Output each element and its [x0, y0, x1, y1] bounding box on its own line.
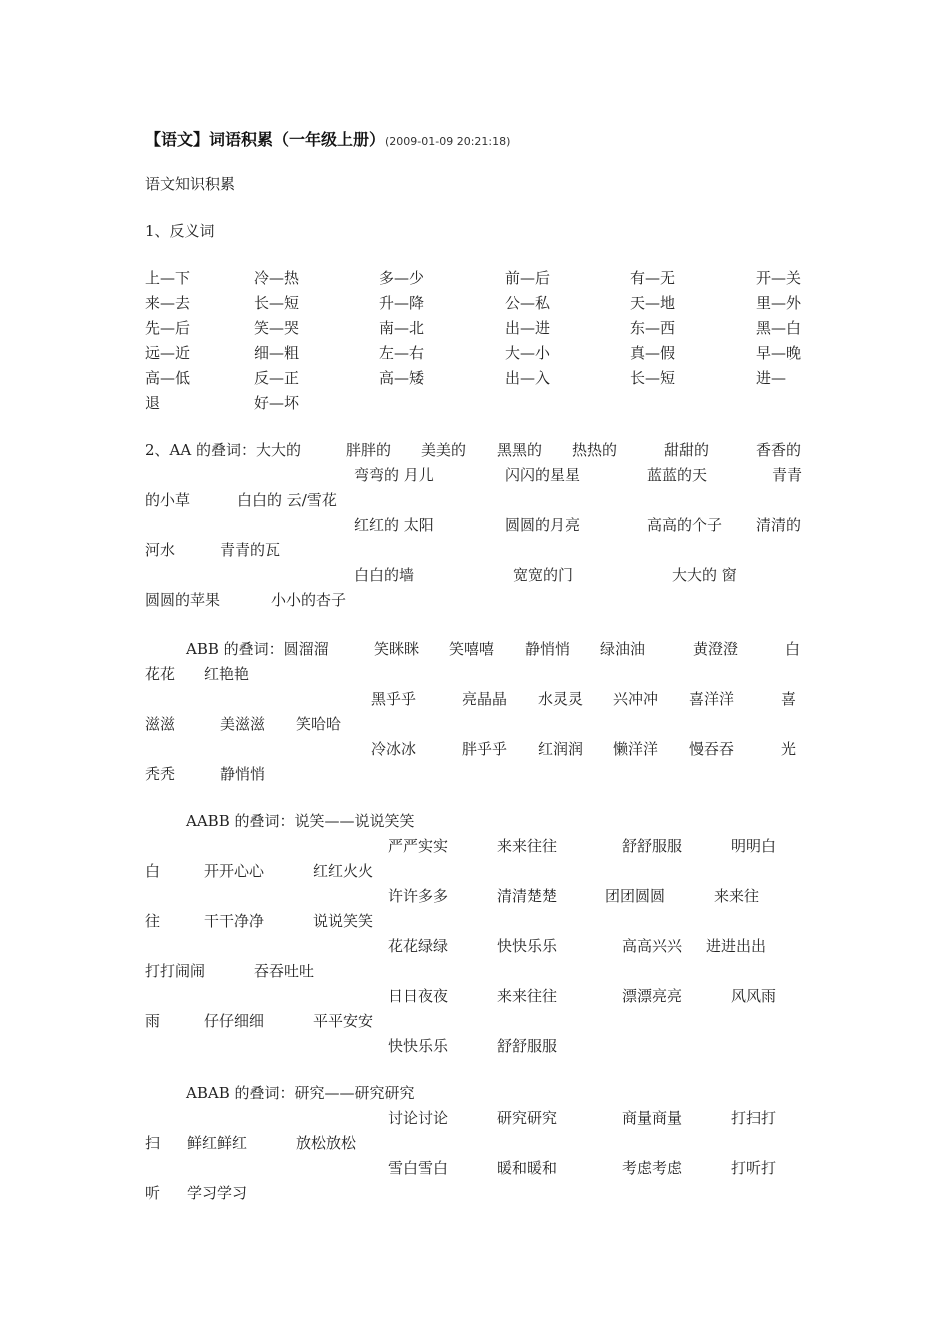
abab-item: 打听打 [731, 1159, 777, 1177]
aabb-item: 往 [145, 912, 161, 930]
aa-item: 的小草 [145, 491, 191, 509]
abb-item: 黑乎乎 [371, 690, 417, 708]
aabb-item: 清清楚楚 [497, 887, 558, 905]
aabb-item: 开开心心 [204, 862, 265, 880]
aabb-item: AABB 的叠词：说笑——说说笑笑 [186, 812, 415, 830]
abb-item: 慢吞吞 [689, 740, 735, 758]
antonym-item: 公—私 [505, 294, 551, 312]
aa-item: 青青 [772, 466, 803, 484]
aa-item: 美美的 [421, 441, 467, 459]
aabb-item: 打打闹闹 [145, 962, 206, 980]
aabb-item: 高高兴兴 [622, 937, 683, 955]
aa-item: 青青的瓦 [220, 541, 281, 559]
aa-item: 白白的墙 [354, 566, 415, 584]
aa-item: 圆圆的月亮 [505, 516, 581, 534]
aa-item: 闪闪的星星 [505, 466, 581, 484]
abb-item: 水灵灵 [538, 690, 584, 708]
abab-item: 商量商量 [622, 1109, 683, 1127]
abab-item: 研究研究 [497, 1109, 558, 1127]
antonym-item: 出—进 [505, 319, 551, 337]
abb-item: 花花 [145, 665, 176, 683]
aa-item: 热热的 [572, 441, 618, 459]
abab-item: 学习学习 [187, 1184, 248, 1202]
aabb-item: 雨 [145, 1012, 161, 1030]
aabb-item: 明明白 [731, 837, 777, 855]
aabb-item: 仔仔细细 [204, 1012, 265, 1030]
abb-item: 喜洋洋 [689, 690, 735, 708]
antonym-item: 笑—哭 [254, 319, 300, 337]
abab-item: 考虑考虑 [622, 1159, 683, 1177]
aabb-item: 来来往往 [497, 987, 558, 1005]
aabb-item: 花花绿绿 [388, 937, 449, 955]
aabb-item: 平平安安 [313, 1012, 374, 1030]
antonym-item: 好—坏 [254, 394, 300, 412]
antonym-item: 高—矮 [379, 369, 425, 387]
abab-item: 扫 [145, 1134, 161, 1152]
aabb-item: 干干净净 [204, 912, 265, 930]
antonym-item: 远—近 [145, 344, 191, 362]
aa-item: 高高的个子 [647, 516, 723, 534]
aa-item: 弯弯的 月儿 [354, 466, 434, 484]
antonym-item: 东—西 [630, 319, 676, 337]
abb-item: 滋滋 [145, 715, 176, 733]
title-text: 【语文】词语积累（一年级上册） [145, 130, 386, 149]
aa-item: 香香的 [756, 441, 802, 459]
aa-item: 黑黑的 [497, 441, 543, 459]
aabb-item: 舒舒服服 [622, 837, 683, 855]
abab-item: 雪白雪白 [388, 1159, 449, 1177]
abb-item: 笑嘻嘻 [449, 640, 495, 658]
abb-item: 笑哈哈 [296, 715, 342, 733]
abb-item: 兴冲冲 [613, 690, 659, 708]
antonym-item: 出—入 [505, 369, 551, 387]
antonym-item: 长—短 [630, 369, 676, 387]
aa-item: 2、AA 的叠词：大大的 [145, 441, 301, 459]
antonym-item: 进— [756, 369, 787, 387]
aabb-item: 快快乐乐 [497, 937, 558, 955]
aa-item: 清清的 [756, 516, 802, 534]
antonym-item: 左—右 [379, 344, 425, 362]
antonym-item: 先—后 [145, 319, 191, 337]
abb-item: 红艳艳 [204, 665, 250, 683]
aa-item: 河水 [145, 541, 176, 559]
aabb-item: 严严实实 [388, 837, 449, 855]
aa-item: 蓝蓝的天 [647, 466, 708, 484]
abb-item: 喜 [781, 690, 797, 708]
abb-item: 懒洋洋 [613, 740, 659, 758]
abb-item: 美滋滋 [220, 715, 266, 733]
aabb-item: 团团圆圆 [605, 887, 666, 905]
abb-item: 红润润 [538, 740, 584, 758]
subtitle: 语文知识积累 [145, 175, 236, 193]
abb-item: 黄澄澄 [693, 640, 739, 658]
aa-item: 红红的 太阳 [354, 516, 434, 534]
abb-item: 胖乎乎 [462, 740, 508, 758]
aabb-item: 进进出出 [706, 937, 767, 955]
abab-item: 放松放松 [296, 1134, 357, 1152]
aa-item: 大大的 窗 [672, 566, 737, 584]
abb-item: 秃秃 [145, 765, 176, 783]
antonym-item: 升—降 [379, 294, 425, 312]
antonym-item: 上—下 [145, 269, 191, 287]
aa-item: 甜甜的 [664, 441, 710, 459]
abab-item: 打扫打 [731, 1109, 777, 1127]
abab-item: 讨论讨论 [388, 1109, 449, 1127]
antonym-item: 早—晚 [756, 344, 802, 362]
aabb-item: 白 [145, 862, 161, 880]
abb-item: 静悄悄 [220, 765, 266, 783]
antonym-item: 里—外 [756, 294, 802, 312]
aabb-item: 来来往 [714, 887, 760, 905]
abab-item: 暖和暖和 [497, 1159, 558, 1177]
abb-item: ABB 的叠词：圆溜溜 [186, 640, 329, 658]
aa-item: 小小的杏子 [271, 591, 347, 609]
aabb-item: 来来往往 [497, 837, 558, 855]
aa-item: 宽宽的门 [513, 566, 574, 584]
document-title [145, 129, 510, 153]
abb-item: 冷冰冰 [371, 740, 417, 758]
section-antonyms-heading: 1、反义词 [145, 222, 215, 240]
aabb-item: 舒舒服服 [497, 1037, 558, 1055]
antonym-item: 退 [145, 394, 161, 412]
aabb-item: 风风雨 [731, 987, 777, 1005]
abb-item: 绿油油 [600, 640, 646, 658]
abb-item: 光 [781, 740, 797, 758]
antonym-item: 高—低 [145, 369, 191, 387]
aa-item: 圆圆的苹果 [145, 591, 221, 609]
antonym-item: 天—地 [630, 294, 676, 312]
antonym-item: 前—后 [505, 269, 551, 287]
antonym-item: 有—无 [630, 269, 676, 287]
antonym-item: 大—小 [505, 344, 551, 362]
aabb-item: 许许多多 [388, 887, 449, 905]
antonym-item: 黑—白 [756, 319, 802, 337]
antonym-item: 开—关 [756, 269, 802, 287]
abab-item: 听 [145, 1184, 161, 1202]
aa-item: 白白的 云/雪花 [237, 491, 337, 509]
aabb-item: 快快乐乐 [388, 1037, 449, 1055]
antonym-item: 来—去 [145, 294, 191, 312]
antonym-item: 多—少 [379, 269, 425, 287]
antonym-item: 真—假 [630, 344, 676, 362]
aabb-item: 红红火火 [313, 862, 374, 880]
abab-item: 鲜红鲜红 [187, 1134, 248, 1152]
antonym-item: 反—正 [254, 369, 300, 387]
antonym-item: 细—粗 [254, 344, 300, 362]
aabb-item: 说说笑笑 [313, 912, 374, 930]
antonym-item: 冷—热 [254, 269, 300, 287]
abb-item: 笑眯眯 [374, 640, 420, 658]
aabb-item: 吞吞吐吐 [254, 962, 315, 980]
title-timestamp: (2009-01-09 20:21:18) [385, 135, 511, 148]
aabb-item: 漂漂亮亮 [622, 987, 683, 1005]
aa-item: 胖胖的 [346, 441, 392, 459]
antonym-item: 长—短 [254, 294, 300, 312]
antonym-item: 南—北 [379, 319, 425, 337]
abab-item: ABAB 的叠词：研究——研究研究 [186, 1084, 415, 1102]
aabb-item: 日日夜夜 [388, 987, 449, 1005]
abb-item: 白 [785, 640, 801, 658]
abb-item: 亮晶晶 [462, 690, 508, 708]
abb-item: 静悄悄 [525, 640, 571, 658]
